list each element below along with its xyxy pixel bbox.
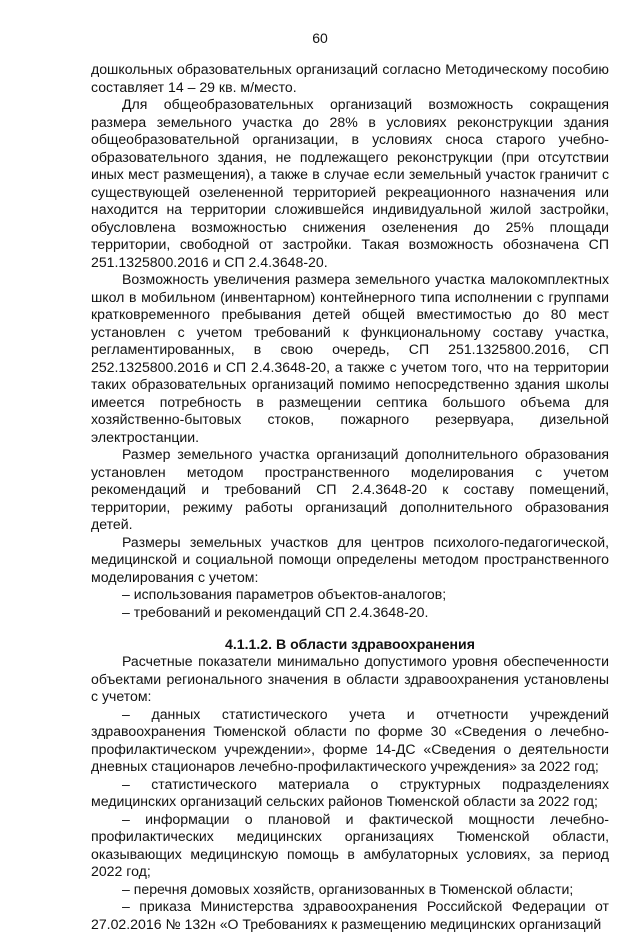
page-number: 60 bbox=[312, 30, 328, 46]
paragraph: дошкольных образовательных организаций согласно Методическому пособию составляет 14 – 29 кв. м/место. bbox=[91, 61, 609, 95]
paragraph: – статистического материала о структурных подразделениях медицинских организаций сельских районов Тюменской области за 2022 год; bbox=[91, 775, 609, 809]
paragraph: Расчетные показатели минимально допустимого уровня обеспеченности объектами регионального значения в области здравоохранения установлены с учетом: bbox=[91, 653, 609, 704]
paragraph: – использования параметров объектов-аналогов; bbox=[122, 586, 447, 602]
paragraph: – данных статистического учета и отчетности учреждений здравоохранения Тюменской области по форме 30 «Сведения о лечебно-профилактическом учреждении», форме 14-ДС «Сведения о деятельности дневных стационаров лечебно-профилактического учреждения» за 2022 год; bbox=[91, 705, 609, 774]
paragraph: – информации о плановой и фактической мощности лечебно-профилактических медицинских организациях Тюменской области, оказывающих медицинскую помощь в амбулаторных условиях, за период 2022 год; bbox=[91, 810, 609, 879]
paragraph: Возможность увеличения размера земельного участка малокомплектных школ в мобильном (инвентарном) контейнерного типа исполнении с группами кратковременного пребывания детей общей вместимостью до 80 мест установлен с учетом требований к функциональному составу участка, регламентированных, в свою очередь, СП 251.1325800.2016, СП 252.1325800.2016 и СП 2.4.3648-20, а также с учетом того, что на территории таких образовательных организаций помимо непосредственно здания школы имеется потребность в размещении септика большого объема для хозяйственно-бытовых стоков, пожарного резервуара, дизельной электростанции. bbox=[91, 271, 609, 445]
paragraph: Размеры земельных участков для центров психолого-педагогической, медицинской и социальной помощи определены методом пространственного моделирования с учетом: bbox=[91, 533, 609, 585]
section-heading: 4.1.1.2. В области здравоохранения bbox=[225, 636, 475, 652]
paragraph: – перечня домовых хозяйств, организованных в Тюменской области; bbox=[122, 880, 574, 897]
paragraph: Для общеобразовательных организаций возможность сокращения размера земельного участка до 28% в условиях реконструкции здания общеобразовательной организации, в условиях сноса старого учебно-образовательного здания, не подлежащего реконструкции (при отсутствии иных мест размещения), а также в случае если земельный участок граничит с существующей озелененной территорией рекреационного назначения или находится на территории сложившейся индивидуальной жилой застройки, обусловлена возможностью снижения озеленения до 25% площади территории, свободной от застройки. Такая возможность обозначена СП 251.1325800.2016 и СП 2.4.3648-20. bbox=[91, 96, 609, 270]
document-body bbox=[91, 61, 609, 933]
paragraphs-after bbox=[91, 653, 609, 933]
paragraphs-before bbox=[91, 61, 609, 621]
paragraph: – требований и рекомендаций СП 2.4.3648-20. bbox=[122, 603, 429, 620]
paragraph: – приказа Министерства здравоохранения Российской Федерации от 27.02.2016 № 132н «О Требованиях к размещению медицинских организаций bbox=[91, 898, 609, 932]
paragraph: Размер земельного участка организаций дополнительного образования установлен методом пространственного моделирования с учетом рекомендаций и требований СП 2.4.3648-20 к составу помещений, территории, режиму работы организаций дополнительного образования детей. bbox=[91, 446, 609, 532]
